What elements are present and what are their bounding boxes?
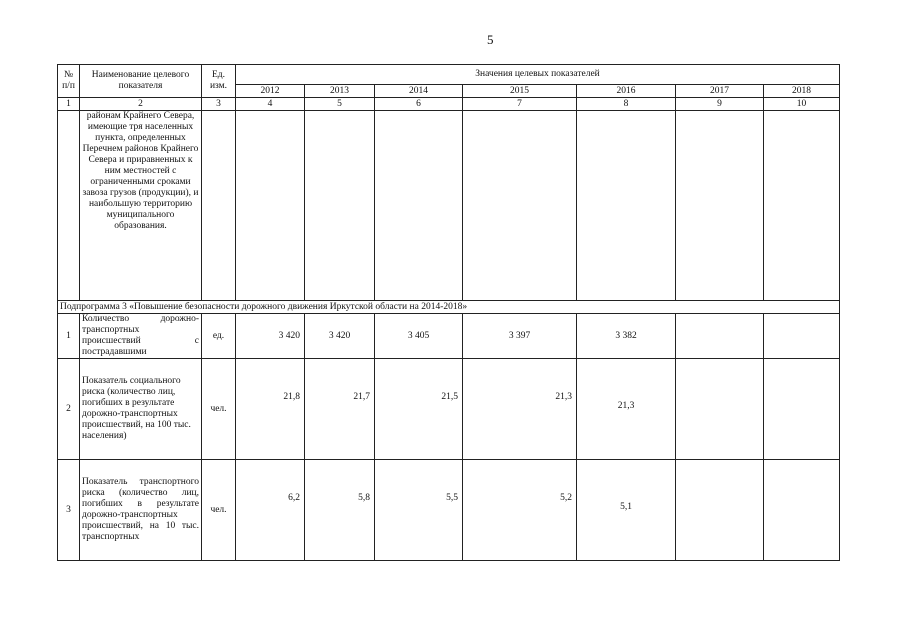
column-number: 1 xyxy=(58,98,80,111)
header-year: 2018 xyxy=(764,85,840,98)
row-name: Количество дорожно-транспортных происшествий с пострадавшими xyxy=(80,314,202,359)
header-year: 2017 xyxy=(676,85,764,98)
row-value: 5,1 xyxy=(620,501,632,512)
column-number: 7 xyxy=(463,98,577,111)
row-value xyxy=(676,359,764,460)
header-year: 2013 xyxy=(305,85,375,98)
row-value: 3 420 xyxy=(305,314,375,359)
row-value: 3 397 xyxy=(463,314,577,359)
row-unit: чел. xyxy=(202,359,236,460)
row-name: Показатель транспортного риска (количество лиц, погибших в результате дорожно-транспортных происшествий, на 10 тыс. транспортных xyxy=(80,460,202,561)
header-values-title: Значения целевых показателей xyxy=(236,65,840,85)
row-value xyxy=(676,314,764,359)
row-value xyxy=(676,460,764,561)
row-num: 2 xyxy=(58,359,80,460)
row-num: 3 xyxy=(58,460,80,561)
column-number: 6 xyxy=(375,98,463,111)
indicators-table xyxy=(57,64,840,561)
header-year: 2012 xyxy=(236,85,305,98)
row-value: 21,3 xyxy=(617,400,635,411)
column-number: 3 xyxy=(202,98,236,111)
table-row xyxy=(58,314,840,359)
table-row xyxy=(58,111,840,301)
subprogram-title: Подпрограмма 3 «Повышение безопасности дорожного движения Иркутской области на 2014-2018» xyxy=(58,301,840,314)
header-year: 2015 xyxy=(463,85,577,98)
header-unit: Ед. изм. xyxy=(202,65,236,98)
row-value xyxy=(764,460,840,561)
row-name: Показатель социального риска (количество лиц, погибших в результате дорожно-транспортных происшествий, на 100 тыс. населения) xyxy=(80,359,202,460)
row-value: 3 420 xyxy=(236,314,305,359)
table-row xyxy=(58,359,840,460)
column-number: 8 xyxy=(577,98,676,111)
row-value: 5,2 xyxy=(560,492,572,503)
row-unit: чел. xyxy=(202,460,236,561)
row-value xyxy=(764,314,840,359)
header-num: № п/п xyxy=(58,65,80,98)
column-number: 10 xyxy=(764,98,840,111)
row-value: 21,5 xyxy=(441,391,458,402)
column-number: 2 xyxy=(80,98,202,111)
page-number: 5 xyxy=(487,32,494,47)
row-value: 6,2 xyxy=(288,492,300,503)
header-year: 2014 xyxy=(375,85,463,98)
row-num: 1 xyxy=(58,314,80,359)
row-value: 5,5 xyxy=(446,492,458,503)
column-number: 5 xyxy=(305,98,375,111)
continuation-text: районам Крайнего Севера, имеющие тря населенных пункта, определенных Перечнем районов Крайнего Севера и приравненных к ним местностей с ограниченными сроками завоза грузов (продукции), и наибольшую территорию муниципального образования. xyxy=(80,111,202,301)
row-value: 5,8 xyxy=(358,492,370,503)
row-value: 21,8 xyxy=(283,391,300,402)
column-number: 4 xyxy=(236,98,305,111)
row-unit: ед. xyxy=(202,314,236,359)
header-year: 2016 xyxy=(577,85,676,98)
row-value: 3 382 xyxy=(577,314,676,359)
row-value: 3 405 xyxy=(375,314,463,359)
row-value xyxy=(764,359,840,460)
table-row xyxy=(58,460,840,561)
header-name: Наименование целевого показателя xyxy=(80,65,202,98)
row-value: 21,3 xyxy=(555,391,572,402)
row-value: 21,7 xyxy=(353,391,370,402)
column-number: 9 xyxy=(676,98,764,111)
